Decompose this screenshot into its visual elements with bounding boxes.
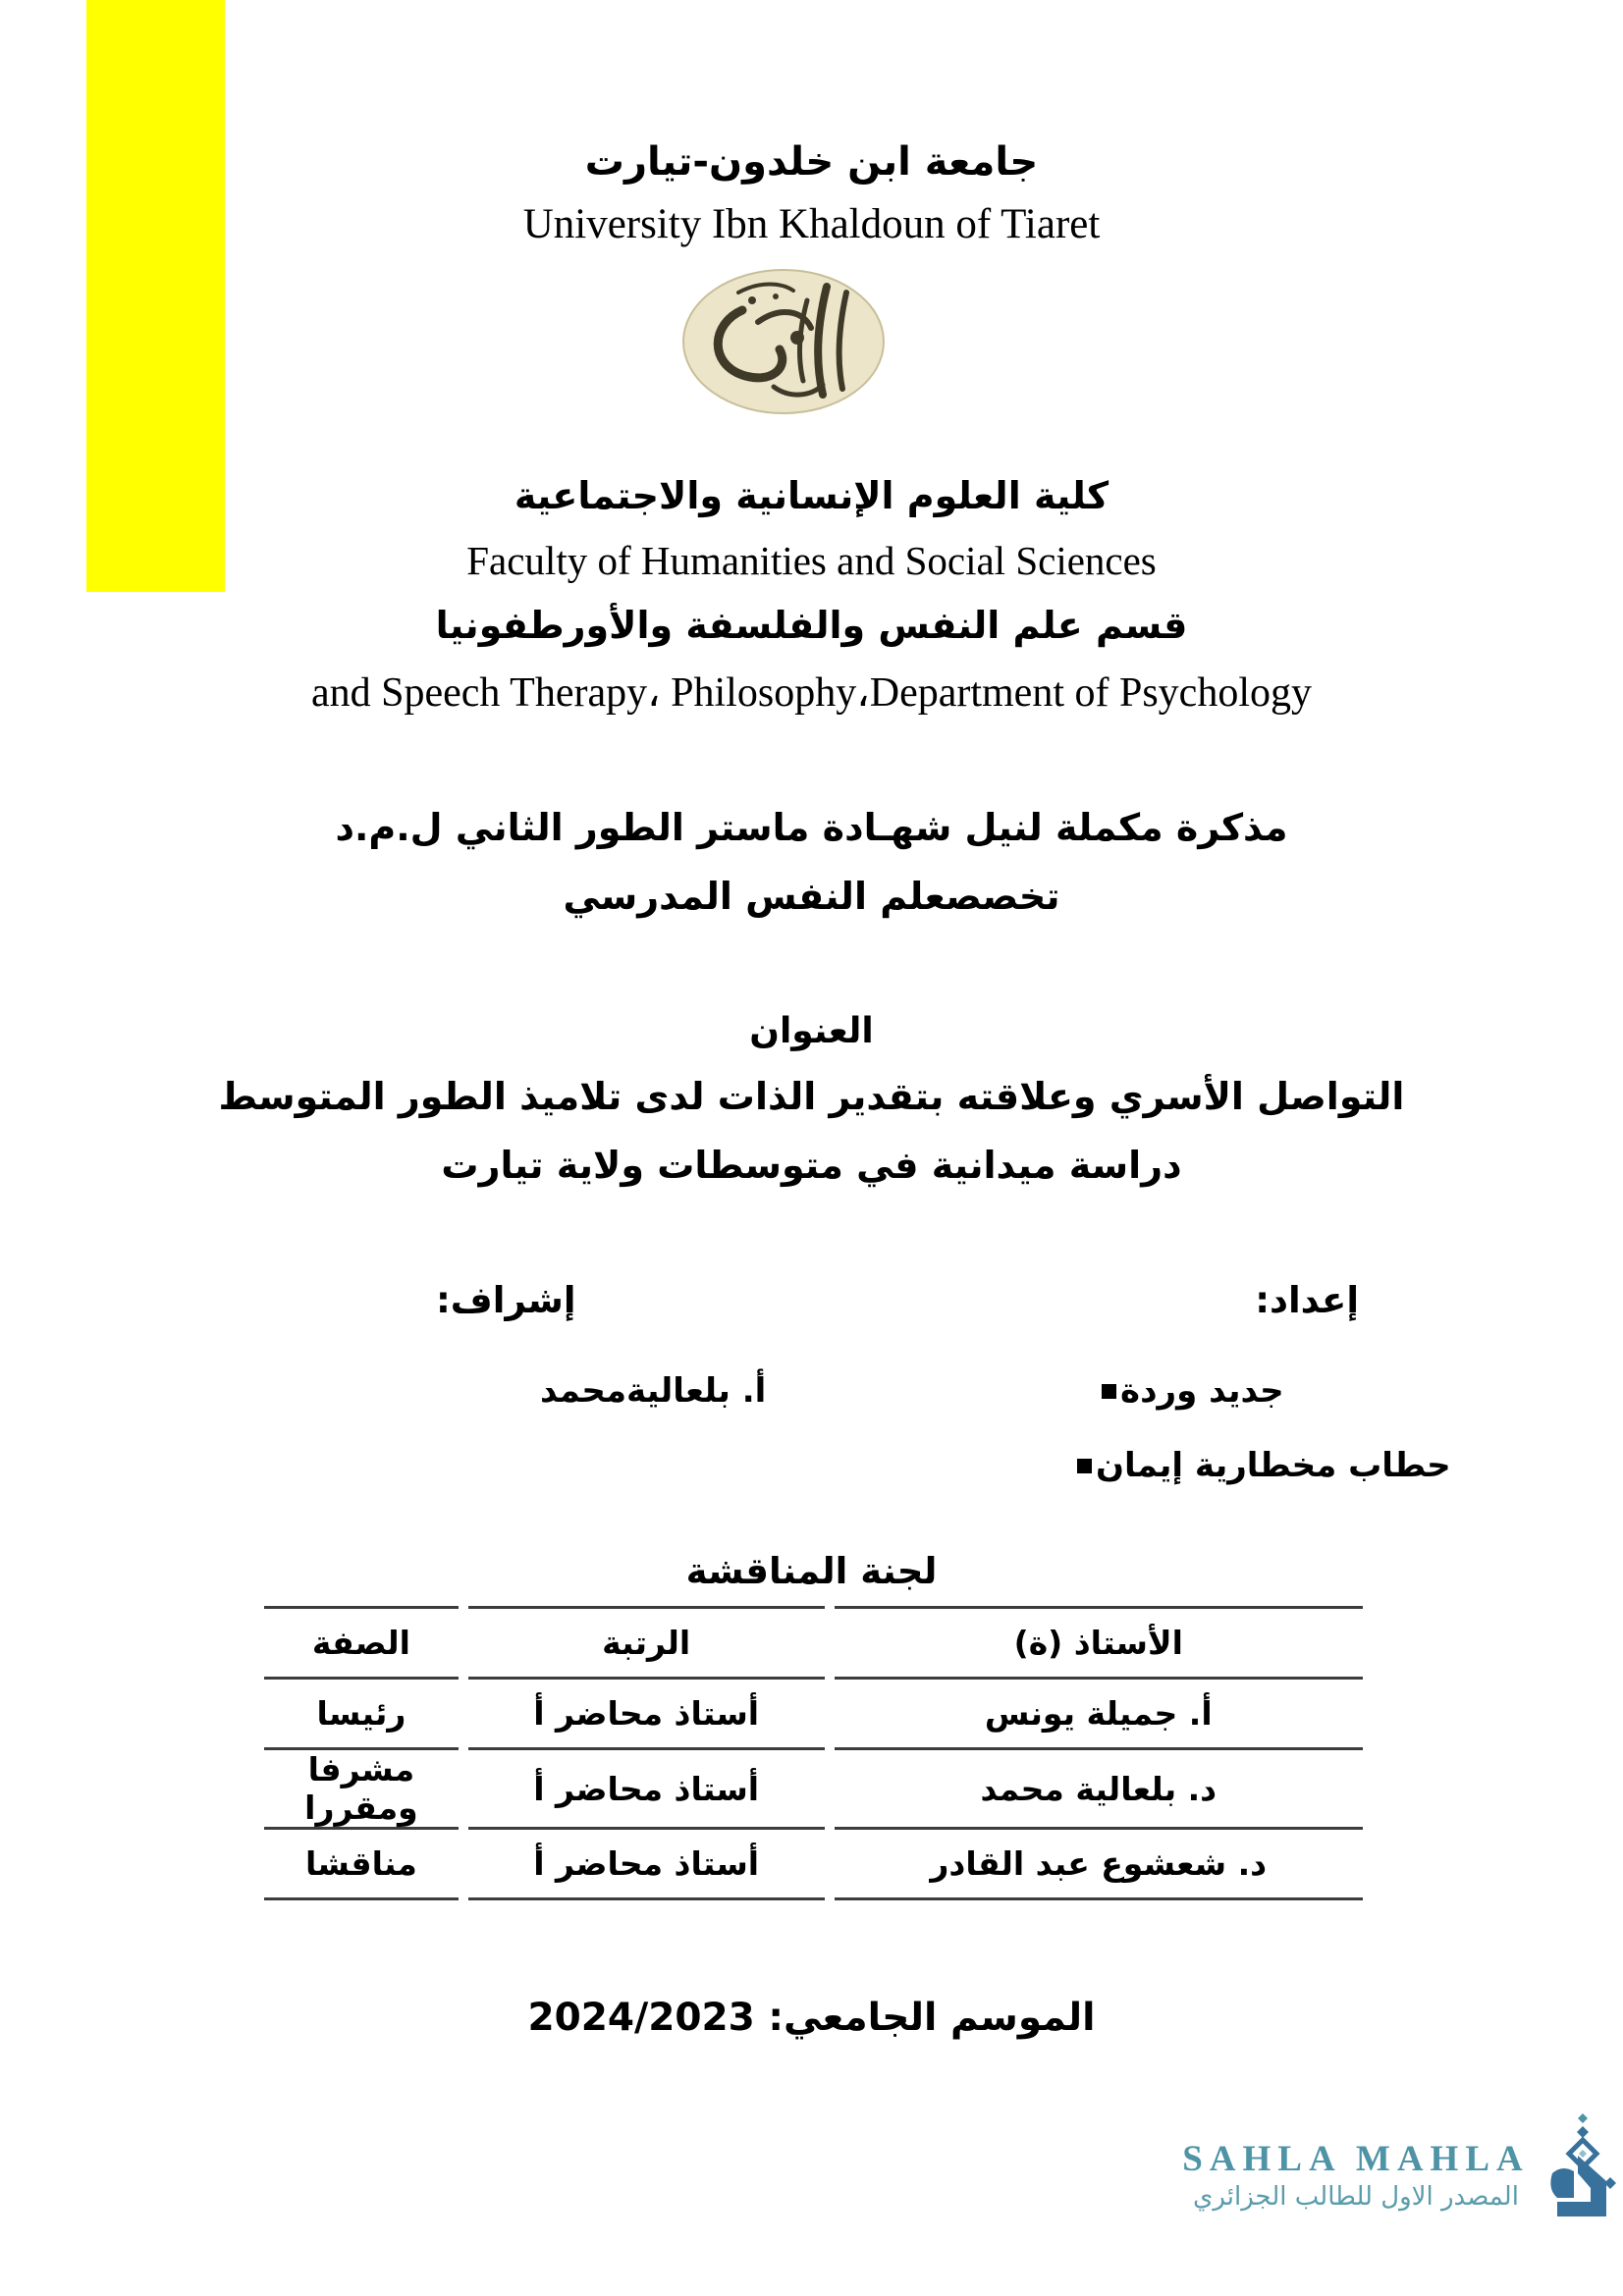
thesis-title: التواصل الأسري وعلاقته بتقدير الذات لدى تلاميذ الطور المتوسط	[218, 1075, 1405, 1118]
square-bullet-icon	[1102, 1384, 1116, 1399]
specialty-line: تخصصعلم النفس المدرسي	[563, 875, 1060, 918]
rank-cell: أستاذ محاضر أ	[468, 1830, 825, 1900]
student-name-2-text: حطاب مخطارية إيمان	[1096, 1446, 1451, 1485]
role-cell: مشرفا ومقررا	[264, 1750, 459, 1830]
watermark-tagline: المصدر الاول للطالب الجزائري	[1193, 2182, 1519, 2212]
rank-cell: أستاذ محاضر أ	[468, 1680, 825, 1750]
watermark-brand-text: SAHLA MAHLA	[1182, 2139, 1530, 2179]
department-name-english: and Speech Therapy، Philosophy،Department of Psychology	[311, 670, 1312, 716]
student-name-1	[1102, 1370, 1284, 1413]
column-header-rank: الرتبة	[468, 1606, 825, 1680]
professor-name-cell: د. بلعالية محمد	[835, 1750, 1364, 1830]
rank-cell: أستاذ محاضر أ	[468, 1750, 825, 1830]
university-name-english: University Ibn Khaldoun of Tiaret	[522, 201, 1101, 247]
professor-name-cell: أ. جميلة يونس	[835, 1680, 1364, 1750]
table-row	[264, 1680, 1363, 1750]
watermark	[1173, 2138, 1539, 2212]
column-header-professor: الأستاذ (ة)	[835, 1606, 1364, 1680]
department-name-arabic: قسم علم النفس والفلسفة والأورطفونيا	[435, 604, 1188, 647]
column-header-role: الصفة	[264, 1606, 459, 1680]
supervisor-name: أ. بلعاليةمحمد	[540, 1371, 767, 1411]
committee-header-row	[264, 1606, 1363, 1680]
student-name-2	[1077, 1445, 1451, 1487]
faculty-name-english: Faculty of Humanities and Social Sciences	[466, 538, 1157, 583]
title-label: العنوان	[749, 1011, 874, 1051]
table-row	[264, 1830, 1363, 1900]
university-seal-icon	[681, 267, 886, 416]
square-bullet-icon	[1077, 1459, 1092, 1473]
sahla-mahla-logo-icon	[1547, 2112, 1618, 2226]
committee-table	[254, 1606, 1373, 1900]
prepared-by-label: إعداد:	[1255, 1279, 1359, 1321]
professor-name-cell: د. شعشوع عبد القادر	[835, 1830, 1364, 1900]
faculty-name-arabic: كلية العلوم الإنسانية والاجتماعية	[514, 474, 1109, 517]
student-name-1-text: جديد وردة	[1120, 1371, 1284, 1411]
role-cell: مناقشا	[264, 1830, 459, 1900]
thesis-type-line: مذكرة مكملة لنيل شهـادة ماستر الطور الثاني ل.م.د	[335, 806, 1288, 849]
academic-year-line: الموسم الجامعي: 2024/2023	[527, 1996, 1096, 2040]
table-row	[264, 1750, 1363, 1830]
university-name-arabic: جامعة ابن خلدون-تيارت	[584, 139, 1039, 185]
role-cell: رئيسا	[264, 1680, 459, 1750]
committee-title: لجنة المناقشة	[685, 1550, 938, 1592]
supervision-label: إشراف:	[436, 1279, 576, 1321]
thesis-subtitle: دراسة ميدانية في متوسطات ولاية تيارت	[441, 1144, 1182, 1187]
